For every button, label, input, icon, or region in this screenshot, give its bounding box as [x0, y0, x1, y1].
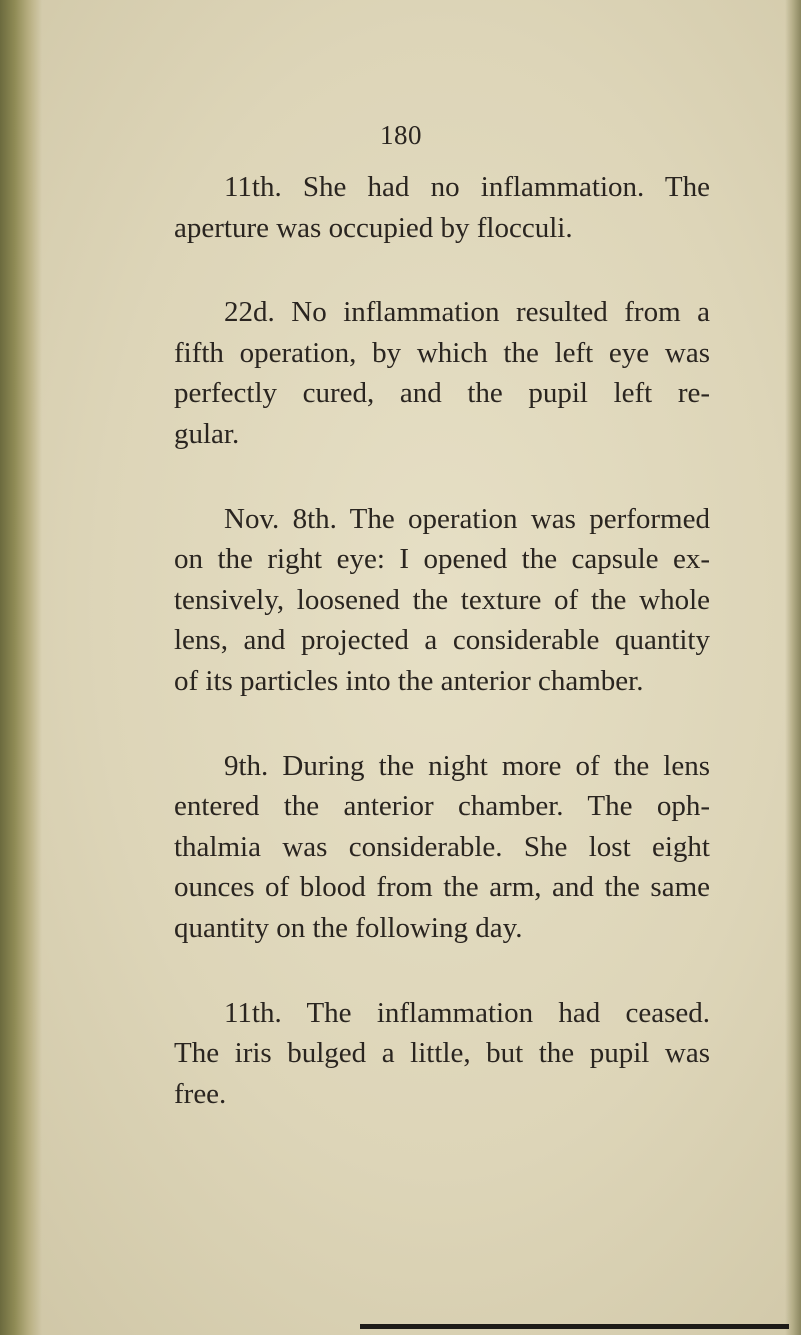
page-outer-edge	[785, 0, 801, 1335]
page-number: 180	[380, 120, 422, 150]
text-line: quantity on the following day.	[174, 911, 523, 944]
text-line: free.	[174, 1077, 227, 1110]
paragraph	[174, 167, 710, 248]
page-binding-edge	[0, 0, 42, 1335]
paragraph	[174, 292, 710, 454]
paragraph	[174, 499, 710, 702]
paragraph	[174, 993, 710, 1115]
text-line: 9th. During the night more of the lens	[224, 749, 710, 782]
page-bottom-edge	[360, 1324, 789, 1329]
text-line: of its particles into the anterior chamber.	[174, 664, 644, 697]
text-line: tensively, loosened the texture of the whole	[174, 583, 710, 616]
text-line: thalmia was considerable. She lost eight	[174, 830, 710, 863]
text-line: fifth operation, by which the left eye was	[174, 336, 710, 369]
text-line: The iris bulged a little, but the pupil was	[174, 1037, 710, 1070]
text-line: ounces of blood from the arm, and the same	[174, 871, 710, 904]
body-text	[174, 167, 710, 1158]
text-line: on the right eye: I opened the capsule ex-	[174, 543, 710, 576]
text-line: gular.	[174, 417, 240, 450]
text-line: 11th. The inflammation had ceased.	[224, 996, 710, 1029]
text-line: 11th. She had no inflammation. The	[224, 171, 710, 203]
text-line: entered the anterior chamber. The oph-	[174, 790, 710, 823]
text-line: lens, and projected a considerable quantity	[174, 624, 710, 657]
paragraph	[174, 746, 710, 949]
text-line: aperture was occupied by flocculi.	[174, 211, 573, 244]
text-line: Nov. 8th. The operation was performed	[224, 502, 710, 535]
text-line: 22d. No inflammation resulted from a	[224, 296, 710, 329]
text-line: perfectly cured, and the pupil left re-	[174, 377, 710, 410]
